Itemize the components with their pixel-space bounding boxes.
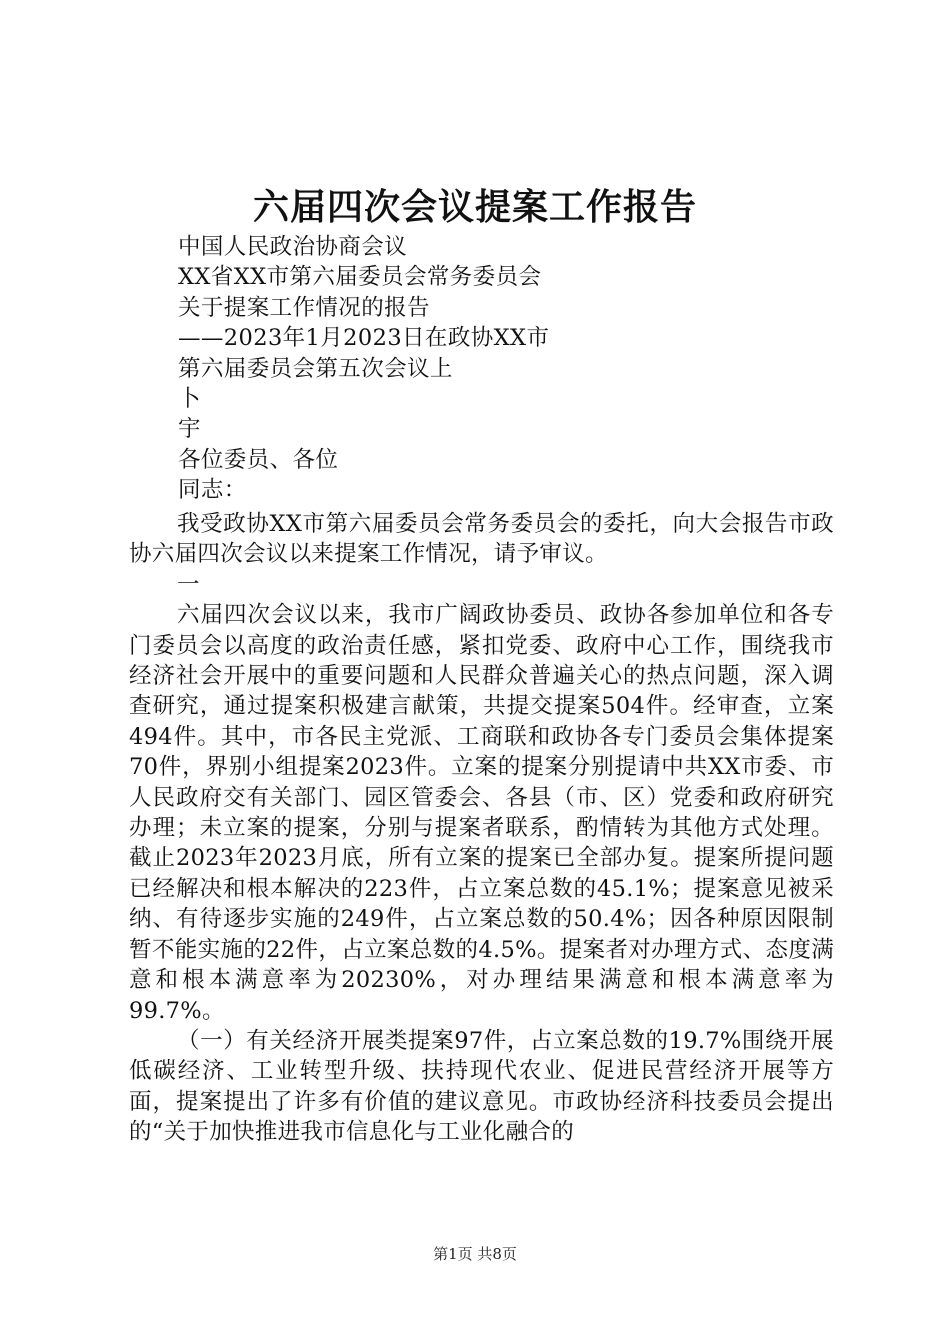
body-paragraph: 六届四次会议以来，我市广阔政协委员、政协各参加单位和各专门委员会以高度的政治责任感，紧扣党委、政府中心工作，围绕我市经济社会开展中的重要问题和人民群众普遍关心的热点问题，深入调查研究，通过提案积极建言献策，共提交提案504件。经审查，立案494件。其中，市各民主党派、工商联和政协各专门委员会集体提案70件，界别小组提案2023件。立案的提案分别提请中共XX市委、市人民政府交有关部门、园区管委会、各县（市、区）党委和政府研究办理；未立案的提案，分别与提案者联系，酌情转为其他方式处理。截止2023年2023月底，所有立案的提案已全部办复。提案所提问题已经解决和根本解决的223件，占立案总数的45.1%；提案意见被采纳、有待逐步实施的249件，占立案总数的50.4%；因各种原因限制暂不能实施的22件，占立案总数的4.5%。提案者对办理方式、态度满意和根本满意率为20230%，对办理结果满意和根本满意率为99.7%。 <box>129 602 834 1024</box>
report-header-block <box>178 232 549 506</box>
header-line: ——2023年1月2023日在政协XX市 <box>178 325 550 352</box>
header-line: 中国人民政治协商会议 <box>178 234 408 260</box>
header-line: XX省XX市第六届委员会常务委员会 <box>178 264 542 291</box>
section-marker: 一 <box>177 571 200 598</box>
page-footer: 第1页 共8页 <box>433 1245 517 1263</box>
document-title: 六届四次会议提案工作报告 <box>252 186 697 228</box>
header-line: 各位委员、各位 <box>178 446 339 473</box>
header-line: 卜 <box>178 386 201 413</box>
header-line: 关于提案工作情况的报告 <box>178 294 430 321</box>
header-line: 宇 <box>178 416 201 443</box>
header-line: 同志： <box>178 477 247 504</box>
header-line: 第六届委员会第五次会议上 <box>178 355 453 382</box>
body-paragraph: 我受政协XX市第六届委员会常务委员会的委托，向大会报告市政协六届四次会议以来提案工作情况，请予审议。 <box>129 511 834 568</box>
body-paragraph: （一）有关经济开展类提案97件，占立案总数的19.7%围绕开展低碳经济、工业转型升级、扶持现代农业、促进民营经济开展等方面，提案提出了许多有价值的建议意见。市政协经济科技委员会提出的“关于加快推进我市信息化与工业化融合的 <box>129 1027 834 1146</box>
report-body <box>129 509 834 1148</box>
